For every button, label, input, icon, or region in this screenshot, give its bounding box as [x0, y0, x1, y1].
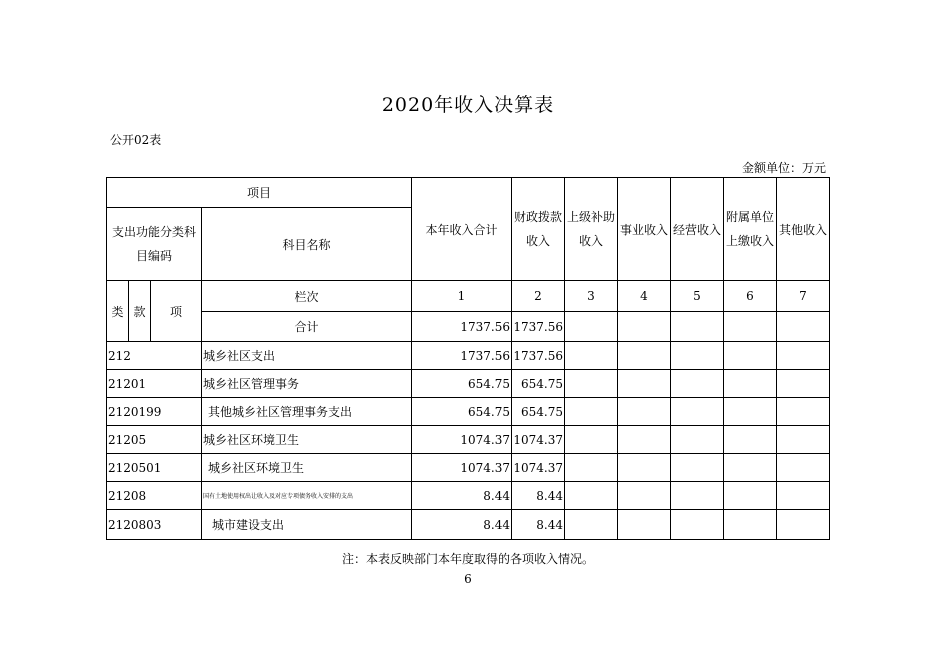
- index-cell: 5: [671, 281, 724, 312]
- row-value: [671, 510, 724, 540]
- index-cell: 2: [512, 281, 565, 312]
- row-value: [565, 426, 618, 454]
- row-value: [618, 398, 671, 426]
- table-row: [107, 370, 830, 398]
- row-value: [671, 482, 724, 510]
- header-row-1: [107, 178, 830, 208]
- table-row: [107, 426, 830, 454]
- row-value: [777, 342, 830, 370]
- row-value: [724, 482, 777, 510]
- index-cell: 3: [565, 281, 618, 312]
- table-row: [107, 454, 830, 482]
- row-value: [777, 370, 830, 398]
- header-project: 项目: [107, 178, 412, 208]
- row-value: [724, 398, 777, 426]
- total-cell: [618, 312, 671, 342]
- income-table: [106, 177, 830, 540]
- row-value: [565, 398, 618, 426]
- header-col-1: 本年收入合计: [412, 178, 512, 281]
- header-section: 款: [129, 281, 151, 342]
- table-row: [107, 482, 830, 510]
- row-name: 城乡社区环境卫生: [202, 426, 412, 454]
- row-value: [777, 398, 830, 426]
- page-title: 2020年收入决算表: [381, 94, 555, 116]
- row-value: [565, 510, 618, 540]
- index-cell: 6: [724, 281, 777, 312]
- row-code: 21201: [107, 370, 202, 398]
- row-name: 城乡社区环境卫生: [202, 454, 412, 482]
- total-row: [107, 312, 830, 342]
- header-col-5: 经营收入: [671, 178, 724, 281]
- row-value: [671, 342, 724, 370]
- total-cell: [777, 312, 830, 342]
- page-number: 6: [464, 572, 472, 586]
- header-subject-name: 科目名称: [202, 208, 412, 281]
- row-value: [777, 482, 830, 510]
- row-value: 8.44: [512, 482, 565, 510]
- index-label: 栏次: [202, 281, 412, 312]
- row-value: [618, 482, 671, 510]
- row-value: 1737.56: [512, 342, 565, 370]
- header-col-2: 财政拨款收入: [512, 178, 565, 281]
- row-code: 2120803: [107, 510, 202, 540]
- header-item: 项: [151, 281, 202, 342]
- header-col-3: 上级补助收入: [565, 178, 618, 281]
- row-name: 城市建设支出: [202, 510, 412, 540]
- row-value: [724, 342, 777, 370]
- total-cell: 1737.56: [512, 312, 565, 342]
- row-value: [565, 454, 618, 482]
- row-value: 8.44: [512, 510, 565, 540]
- row-value: 1737.56: [412, 342, 512, 370]
- row-value: [618, 510, 671, 540]
- index-cell: 7: [777, 281, 830, 312]
- index-row: [107, 281, 830, 312]
- row-value: 654.75: [412, 398, 512, 426]
- row-value: [671, 426, 724, 454]
- row-value: 8.44: [412, 510, 512, 540]
- row-name: 其他城乡社区管理事务支出: [202, 398, 412, 426]
- row-value: 8.44: [412, 482, 512, 510]
- row-value: 1074.37: [412, 454, 512, 482]
- total-cell: 1737.56: [412, 312, 512, 342]
- row-value: [565, 342, 618, 370]
- table-row: [107, 510, 830, 540]
- row-value: [777, 454, 830, 482]
- row-value: [618, 426, 671, 454]
- row-value: [777, 426, 830, 454]
- row-value: [618, 454, 671, 482]
- row-value: [618, 370, 671, 398]
- header-col-6: 附属单位上缴收入: [724, 178, 777, 281]
- total-cell: [724, 312, 777, 342]
- header-col-7: 其他收入: [777, 178, 830, 281]
- row-value: [724, 426, 777, 454]
- total-cell: [671, 312, 724, 342]
- row-value: [565, 482, 618, 510]
- row-value: 1074.37: [512, 426, 565, 454]
- header-col-4: 事业收入: [618, 178, 671, 281]
- total-label: 合计: [202, 312, 412, 342]
- row-value: [724, 454, 777, 482]
- unit-label: 金额单位：万元: [741, 161, 826, 175]
- table-row: [107, 398, 830, 426]
- row-value: 654.75: [512, 370, 565, 398]
- row-value: [724, 370, 777, 398]
- row-code: 21205: [107, 426, 202, 454]
- row-value: [777, 510, 830, 540]
- row-code: 212: [107, 342, 202, 370]
- row-value: [671, 454, 724, 482]
- table-note: 注：本表反映部门本年度取得的各项收入情况。: [341, 552, 594, 566]
- row-value: 654.75: [412, 370, 512, 398]
- row-name: 城乡社区管理事务: [202, 370, 412, 398]
- row-value: 1074.37: [512, 454, 565, 482]
- row-value: [671, 398, 724, 426]
- row-value: [565, 370, 618, 398]
- row-code: 2120501: [107, 454, 202, 482]
- header-function-code: 支出功能分类科目编码: [107, 208, 202, 281]
- total-cell: [565, 312, 618, 342]
- row-value: [618, 342, 671, 370]
- header-class: 类: [107, 281, 129, 342]
- row-value: 654.75: [512, 398, 565, 426]
- row-value: [671, 370, 724, 398]
- row-value: 1074.37: [412, 426, 512, 454]
- row-name: 城乡社区支出: [202, 342, 412, 370]
- index-cell: 4: [618, 281, 671, 312]
- row-code: 21208: [107, 482, 202, 510]
- table-row: [107, 342, 830, 370]
- row-name: 国有土地使用权出让收入及对应专项债务收入安排的支出: [202, 482, 412, 510]
- row-value: [724, 510, 777, 540]
- index-cell: 1: [412, 281, 512, 312]
- row-code: 2120199: [107, 398, 202, 426]
- form-code: 公开02表: [110, 133, 162, 147]
